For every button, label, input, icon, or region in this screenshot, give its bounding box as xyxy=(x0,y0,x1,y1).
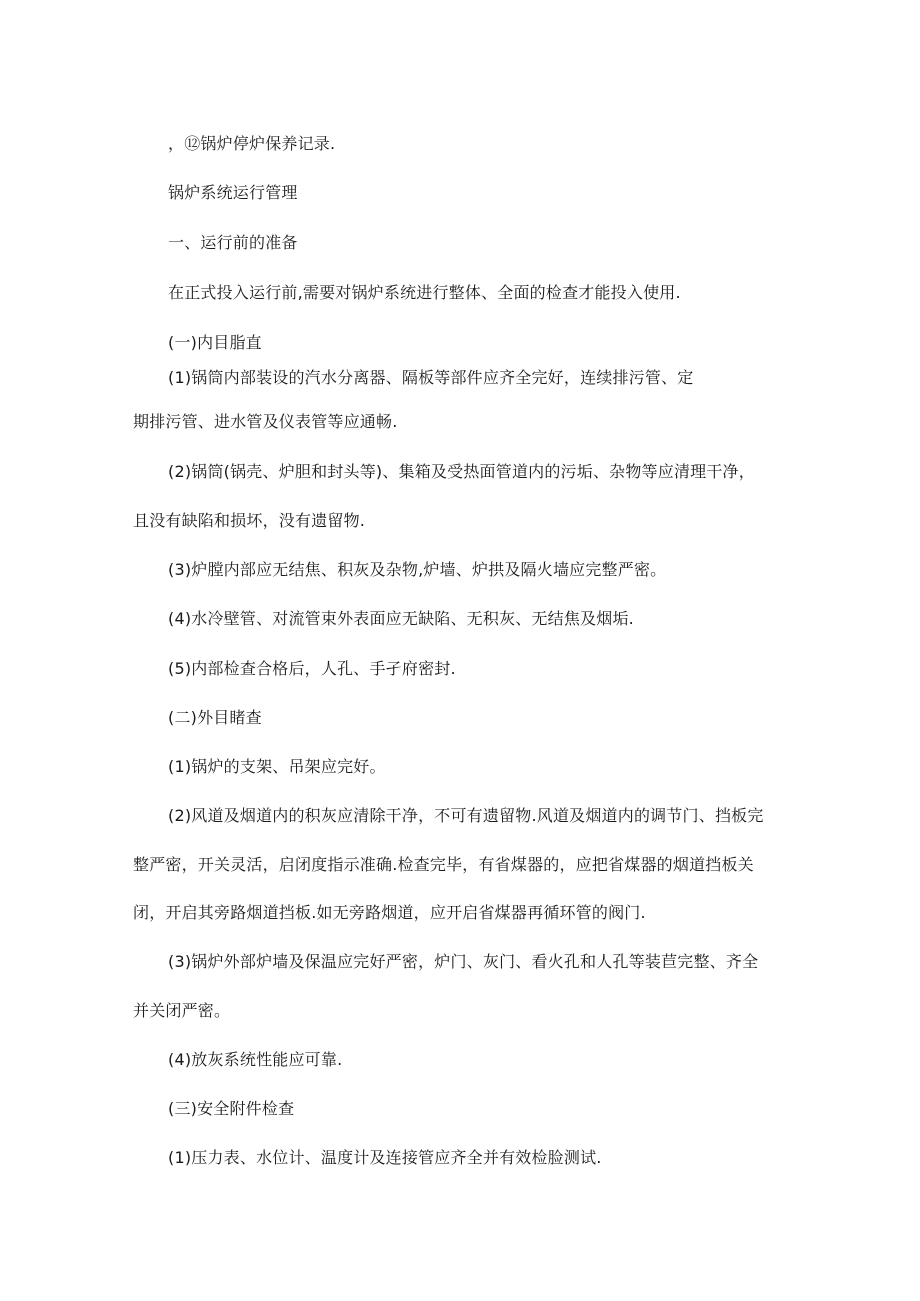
external-item-2-line-2: 整严密，开关灵活，启闭度指示准确.检查完毕，有省煤器的，应把省煤器的烟道挡板关 xyxy=(133,855,754,874)
item-1-line-2: 期排污管、进水管及仪表管等应通畅. xyxy=(133,412,398,431)
subheading-safety-check: (三)安全附件检查 xyxy=(168,1099,295,1118)
item-2-line-2: 且没有缺陷和损坏，没有遗留物. xyxy=(133,511,366,530)
item-5: (5)内部检查合格后，人孔、手孑府密封. xyxy=(168,659,456,678)
safety-item-1: (1)压力表、水位计、温度计及连接管应齐全并有效检脸测试. xyxy=(168,1148,602,1167)
subheading-internal-check: (一)内目脂直 xyxy=(168,333,262,352)
section-title: 锅炉系统运行管理 xyxy=(168,183,298,202)
external-item-2-line-3: 闭，开启其旁路烟道挡板.如无旁路烟道，应开启省煤器再循环管的阀门. xyxy=(133,903,646,922)
paragraph-intro: 在正式投入运行前,需要对锅炉系统进行整体、全面的检查才能投入使用. xyxy=(168,283,681,302)
subheading-external-check: (二)外目睹查 xyxy=(168,708,262,727)
heading-preparation: 一、运行前的准备 xyxy=(168,233,298,252)
line-maintenance-record: ，⑫锅炉停炉保养记录. xyxy=(168,134,336,153)
external-item-1: (1)锅炉的支架、吊架应完好。 xyxy=(168,757,386,776)
external-item-4: (4)放灰系统性能应可靠. xyxy=(168,1050,343,1069)
item-1-line-1: (1)锅筒内部装设的汽水分离器、隔板等部件应齐全完好，连续排污管、定 xyxy=(168,368,694,387)
item-2-line-1: (2)锅筒(锅壳、炉胆和封头等)、集箱及受热面管道内的污垢、杂物等应清理干净， xyxy=(168,462,755,481)
item-3: (3)炉膛内部应无结焦、积灰及杂物,炉墙、炉拱及隔火墙应完整严密。 xyxy=(168,560,667,579)
external-item-3-line-2: 并关闭严密。 xyxy=(133,1001,231,1020)
item-4: (4)水冷壁管、对流管束外表面应无缺陷、无积灰、无结焦及烟垢. xyxy=(168,609,634,628)
external-item-2-line-1: (2)风道及烟道内的积灰应清除干净，不可有遗留物.风道及烟道内的调节门、挡板完 xyxy=(168,806,764,825)
external-item-3-line-1: (3)锅炉外部炉墙及保温应完好严密，炉门、灰门、看火孔和人孔等装苣完整、齐全 xyxy=(168,952,759,971)
